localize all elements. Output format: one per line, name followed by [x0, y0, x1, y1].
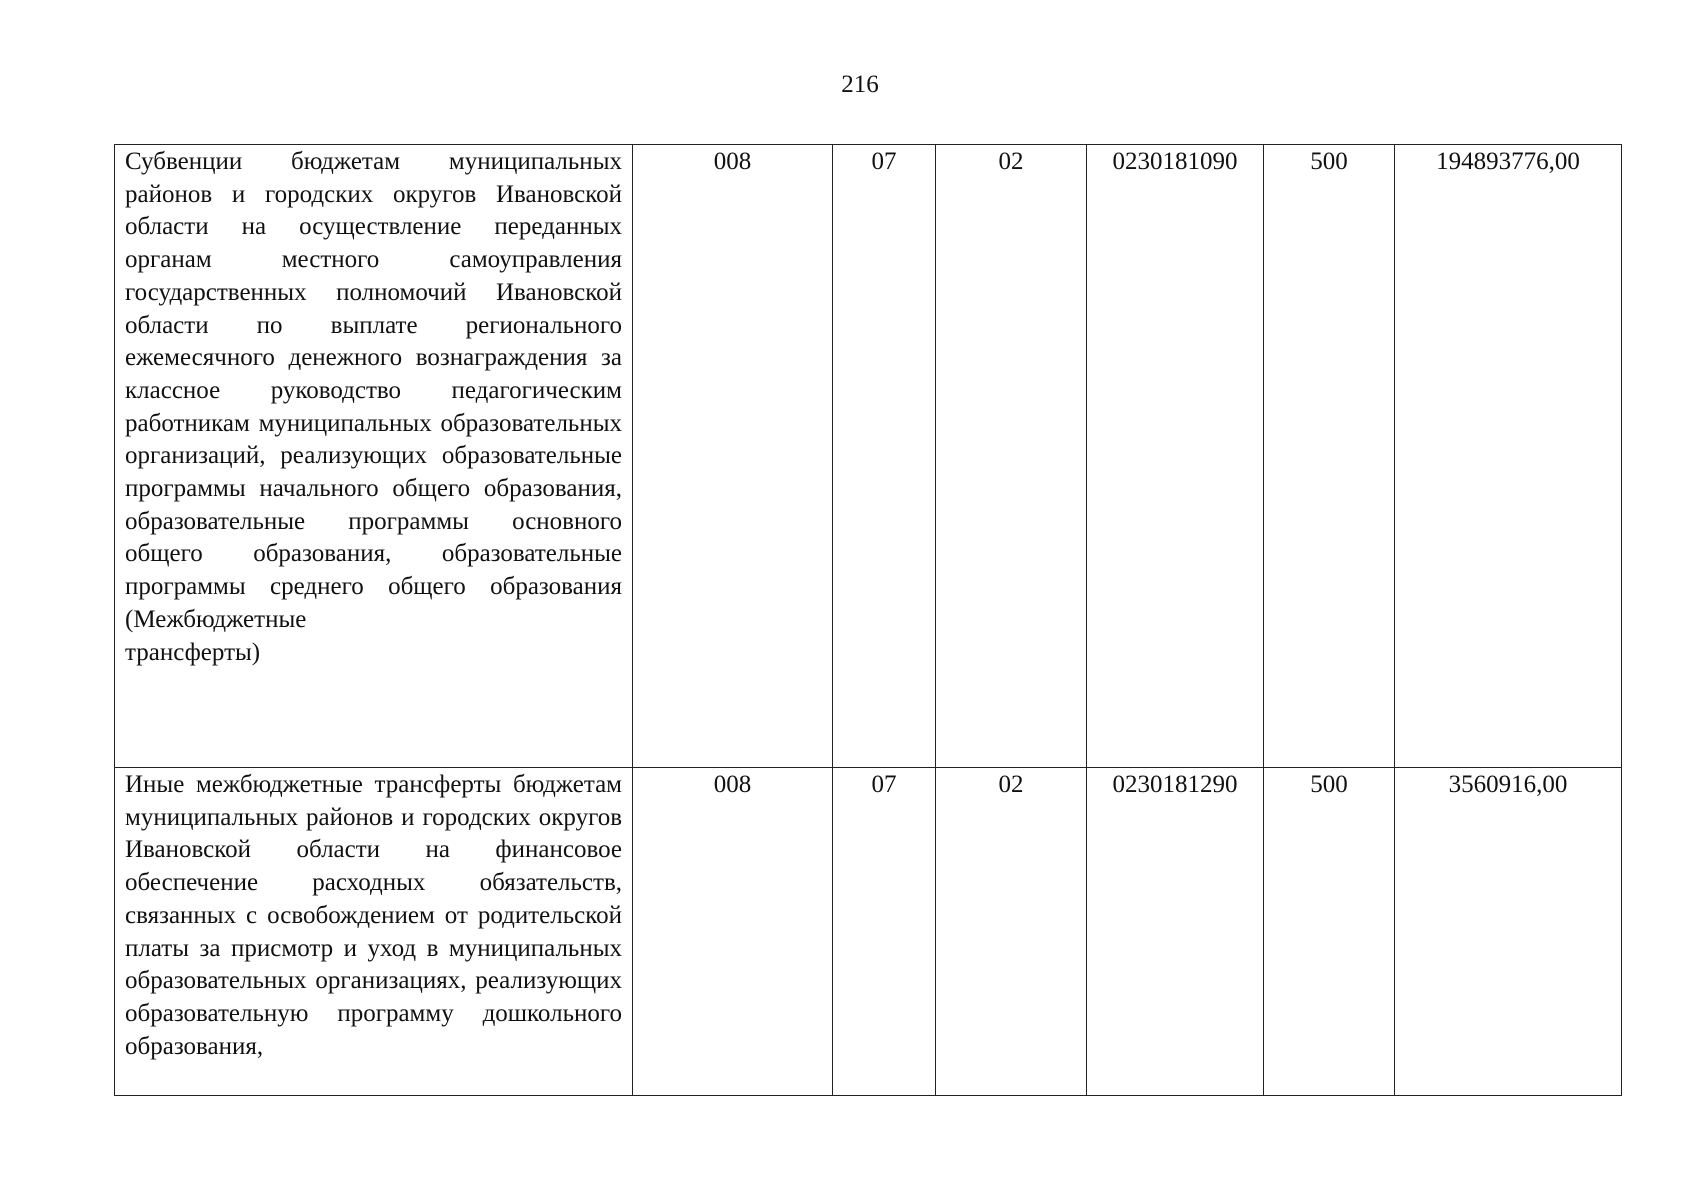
table-row — [115, 145, 1622, 768]
table-row — [115, 768, 1622, 1096]
ministry-code: 008 — [633, 768, 833, 1096]
target-article-code: 0230181290 — [1087, 768, 1264, 1096]
amount: 194893776,00 — [1395, 145, 1622, 768]
expense-description: Иные межбюджетные трансферты бюджетам муниципальных районов и городских округов Ивановской области на финансовое обеспечение расходных обязательств, связанных с освобождением от родительской платы за присмотр и уход в муниципальных образовательных организациях, реализующих образовательную программу дошкольного образования, — [125, 771, 622, 1060]
expense-description-tail: трансферты) — [125, 638, 261, 666]
expense-type-code: 500 — [1264, 145, 1395, 768]
target-article-code: 0230181090 — [1087, 145, 1264, 768]
section-code: 07 — [833, 768, 936, 1096]
expense-description: Субвенции бюджетам муниципальных районов и городских округов Ивановской области на осуществление переданных органам местного самоуправления государственных полномочий Ивановской области по выплате регионального ежемесячного денежного вознаграждения за классное руководство педагогическим работникам муниципальных образовательных организаций, реализующих образовательные программы начального общего образования, образовательные программы основного общего образования, образовательные программы среднего общего образования (Межбюджетные — [125, 148, 622, 633]
expense-type-code: 500 — [1264, 768, 1395, 1096]
page-number: 216 — [841, 71, 879, 98]
subsection-code: 02 — [936, 768, 1087, 1096]
ministry-code: 008 — [633, 145, 833, 768]
subsection-code: 02 — [936, 145, 1087, 768]
budget-table — [114, 144, 1622, 1096]
expense-description-cell — [115, 145, 633, 768]
section-code: 07 — [833, 145, 936, 768]
expense-description-cell — [115, 768, 633, 1096]
amount: 3560916,00 — [1395, 768, 1622, 1096]
